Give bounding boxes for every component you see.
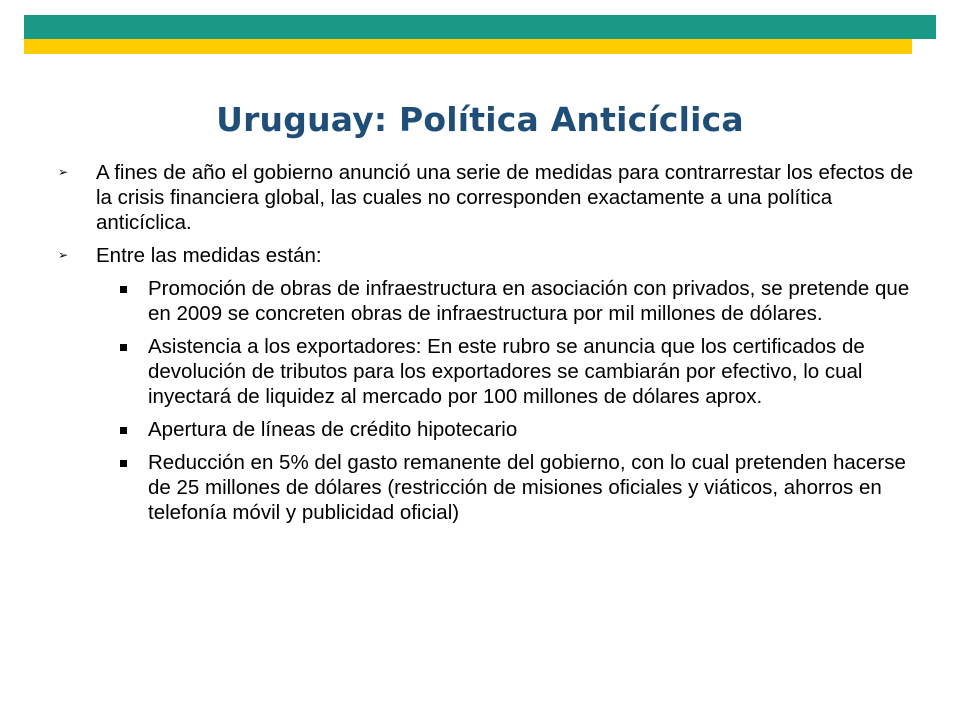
square-bullet-icon xyxy=(120,344,127,351)
bullet-item xyxy=(58,243,918,268)
sub-bullet-item xyxy=(58,417,918,442)
sub-bullet-text: Apertura de líneas de crédito hipotecario xyxy=(148,418,518,441)
arrow-bullet-icon: ➢ xyxy=(58,248,69,262)
header-yellow-bar xyxy=(24,39,912,54)
sub-bullet-item xyxy=(58,450,918,525)
sub-bullet-text: Promoción de obras de infraestructura en asociación con privados, se pretende que en 2009 se concreten obras de infraestructura por mil millones de dólares. xyxy=(148,277,910,325)
square-bullet-icon xyxy=(120,460,127,467)
sub-bullet-item xyxy=(58,334,918,409)
bullet-text: A fines de año el gobierno anunció una serie de medidas para contrarrestar los efectos de la crisis financiera global, las cuales no corresponden exactamente a una política anticíclica. xyxy=(96,161,914,234)
header-teal-bar xyxy=(24,15,936,39)
arrow-bullet-icon: ➢ xyxy=(58,165,69,179)
sub-bullet-item xyxy=(58,276,918,326)
bullet-item xyxy=(58,160,918,235)
slide-title: Uruguay: Política Anticíclica xyxy=(216,100,744,139)
sub-bullet-text: Reducción en 5% del gasto remanente del gobierno, con lo cual pretenden hacerse de 25 millones de dólares (restricción de misiones oficiales y viáticos, ahorros en telefonía móvil y publicidad oficial) xyxy=(148,451,906,524)
square-bullet-icon xyxy=(120,427,127,434)
square-bullet-icon xyxy=(120,286,127,293)
sub-bullet-text: Asistencia a los exportadores: En este rubro se anuncia que los certificados de devolución de tributos para los exportadores se cambiarán por efectivo, lo cual inyectará de liquidez al mercado por 100 millones de dólares aprox. xyxy=(148,335,865,408)
slide-content xyxy=(58,160,918,533)
bullet-text: Entre las medidas están: xyxy=(96,244,322,267)
